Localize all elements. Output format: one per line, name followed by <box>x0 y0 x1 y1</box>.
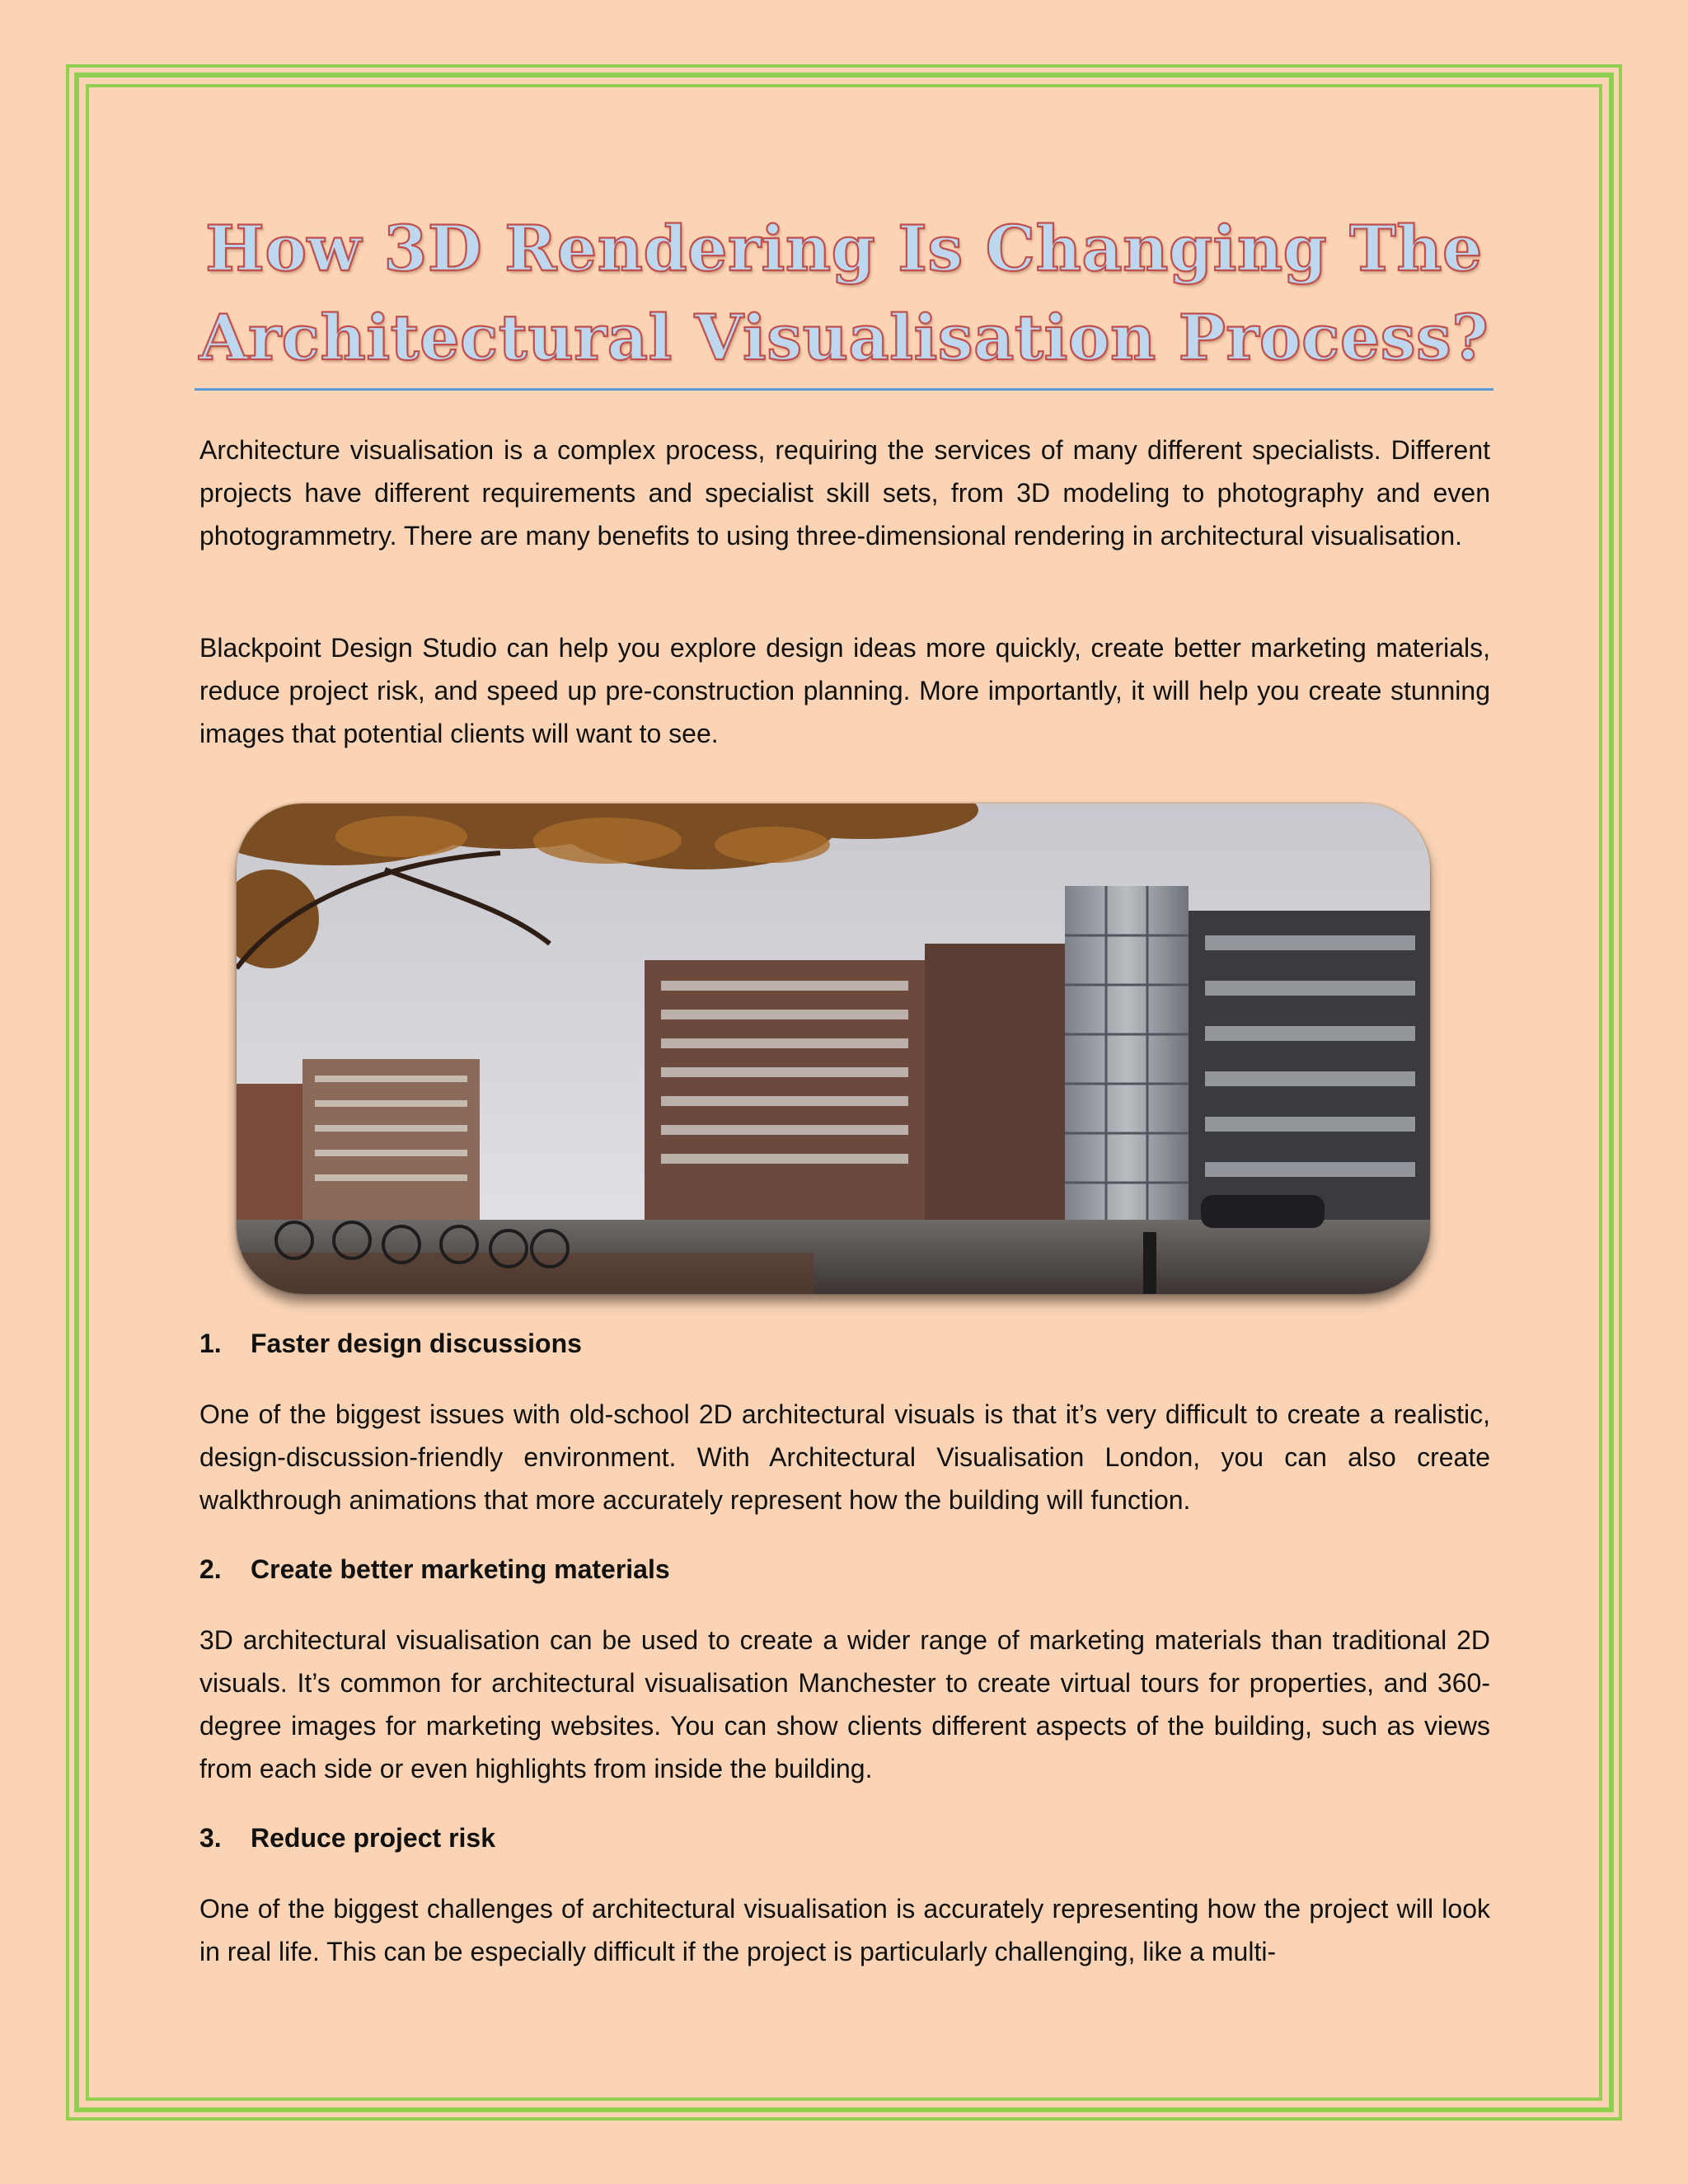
title-line-1: How 3D Rendering Is Changing The <box>205 212 1483 285</box>
section-1-number: 1. <box>199 1329 222 1358</box>
section-2-title: Create better marketing materials <box>251 1554 670 1584</box>
section-3-title: Reduce project risk <box>251 1823 495 1853</box>
page-title <box>165 204 1523 382</box>
section-2-body: 3D architectural visualisation can be used to create a wider range of marketing materials than traditional 2D visuals. It’s common for architectural visualisation Manchester to create virtual tours for properties, and 360-degree images for marketing websites. You can show clients different aspects of the building, such as views from each side or even highlights from inside the building. <box>199 1625 1490 1783</box>
section-3-number: 3. <box>199 1823 222 1853</box>
section-1-heading <box>199 1325 582 1361</box>
title-underline <box>195 388 1493 391</box>
street-scene-image <box>237 804 1430 1294</box>
intro-paragraph-2: Blackpoint Design Studio can help you explore design ideas more quickly, create better marketing materials, reduce project risk, and speed up pre-construction planning. More importantly, it will help you create stunning images that potential clients will want to see. <box>199 633 1490 748</box>
intro-paragraph-1: Architecture visualisation is a complex process, requiring the services of many different specialists. Different projects have different requirements and specialist skill sets, from 3D modeling to photography and even photogrammetry. There are many benefits to using three-dimensional rendering in architectural visualisation. <box>199 435 1490 551</box>
title-line-2: Architectural Visualisation Process? <box>199 301 1489 374</box>
section-3-body: One of the biggest challenges of architectural visualisation is accurately representing how the project will look in real life. This can be especially difficult if the project is particularly challenging, like a multi- <box>199 1894 1490 1966</box>
section-2-number: 2. <box>199 1554 222 1584</box>
section-1-title: Faster design discussions <box>251 1329 582 1358</box>
section-2-heading <box>199 1551 670 1587</box>
section-1-body: One of the biggest issues with old-school 2D architectural visuals is that it’s very difficult to create a realistic, design-discussion-friendly environment. With Architectural Visualisation London, you can also create walkthrough animations that more accurately represent how the building will function. <box>199 1399 1490 1515</box>
section-3-heading <box>199 1820 495 1856</box>
building-photo <box>237 804 1430 1294</box>
